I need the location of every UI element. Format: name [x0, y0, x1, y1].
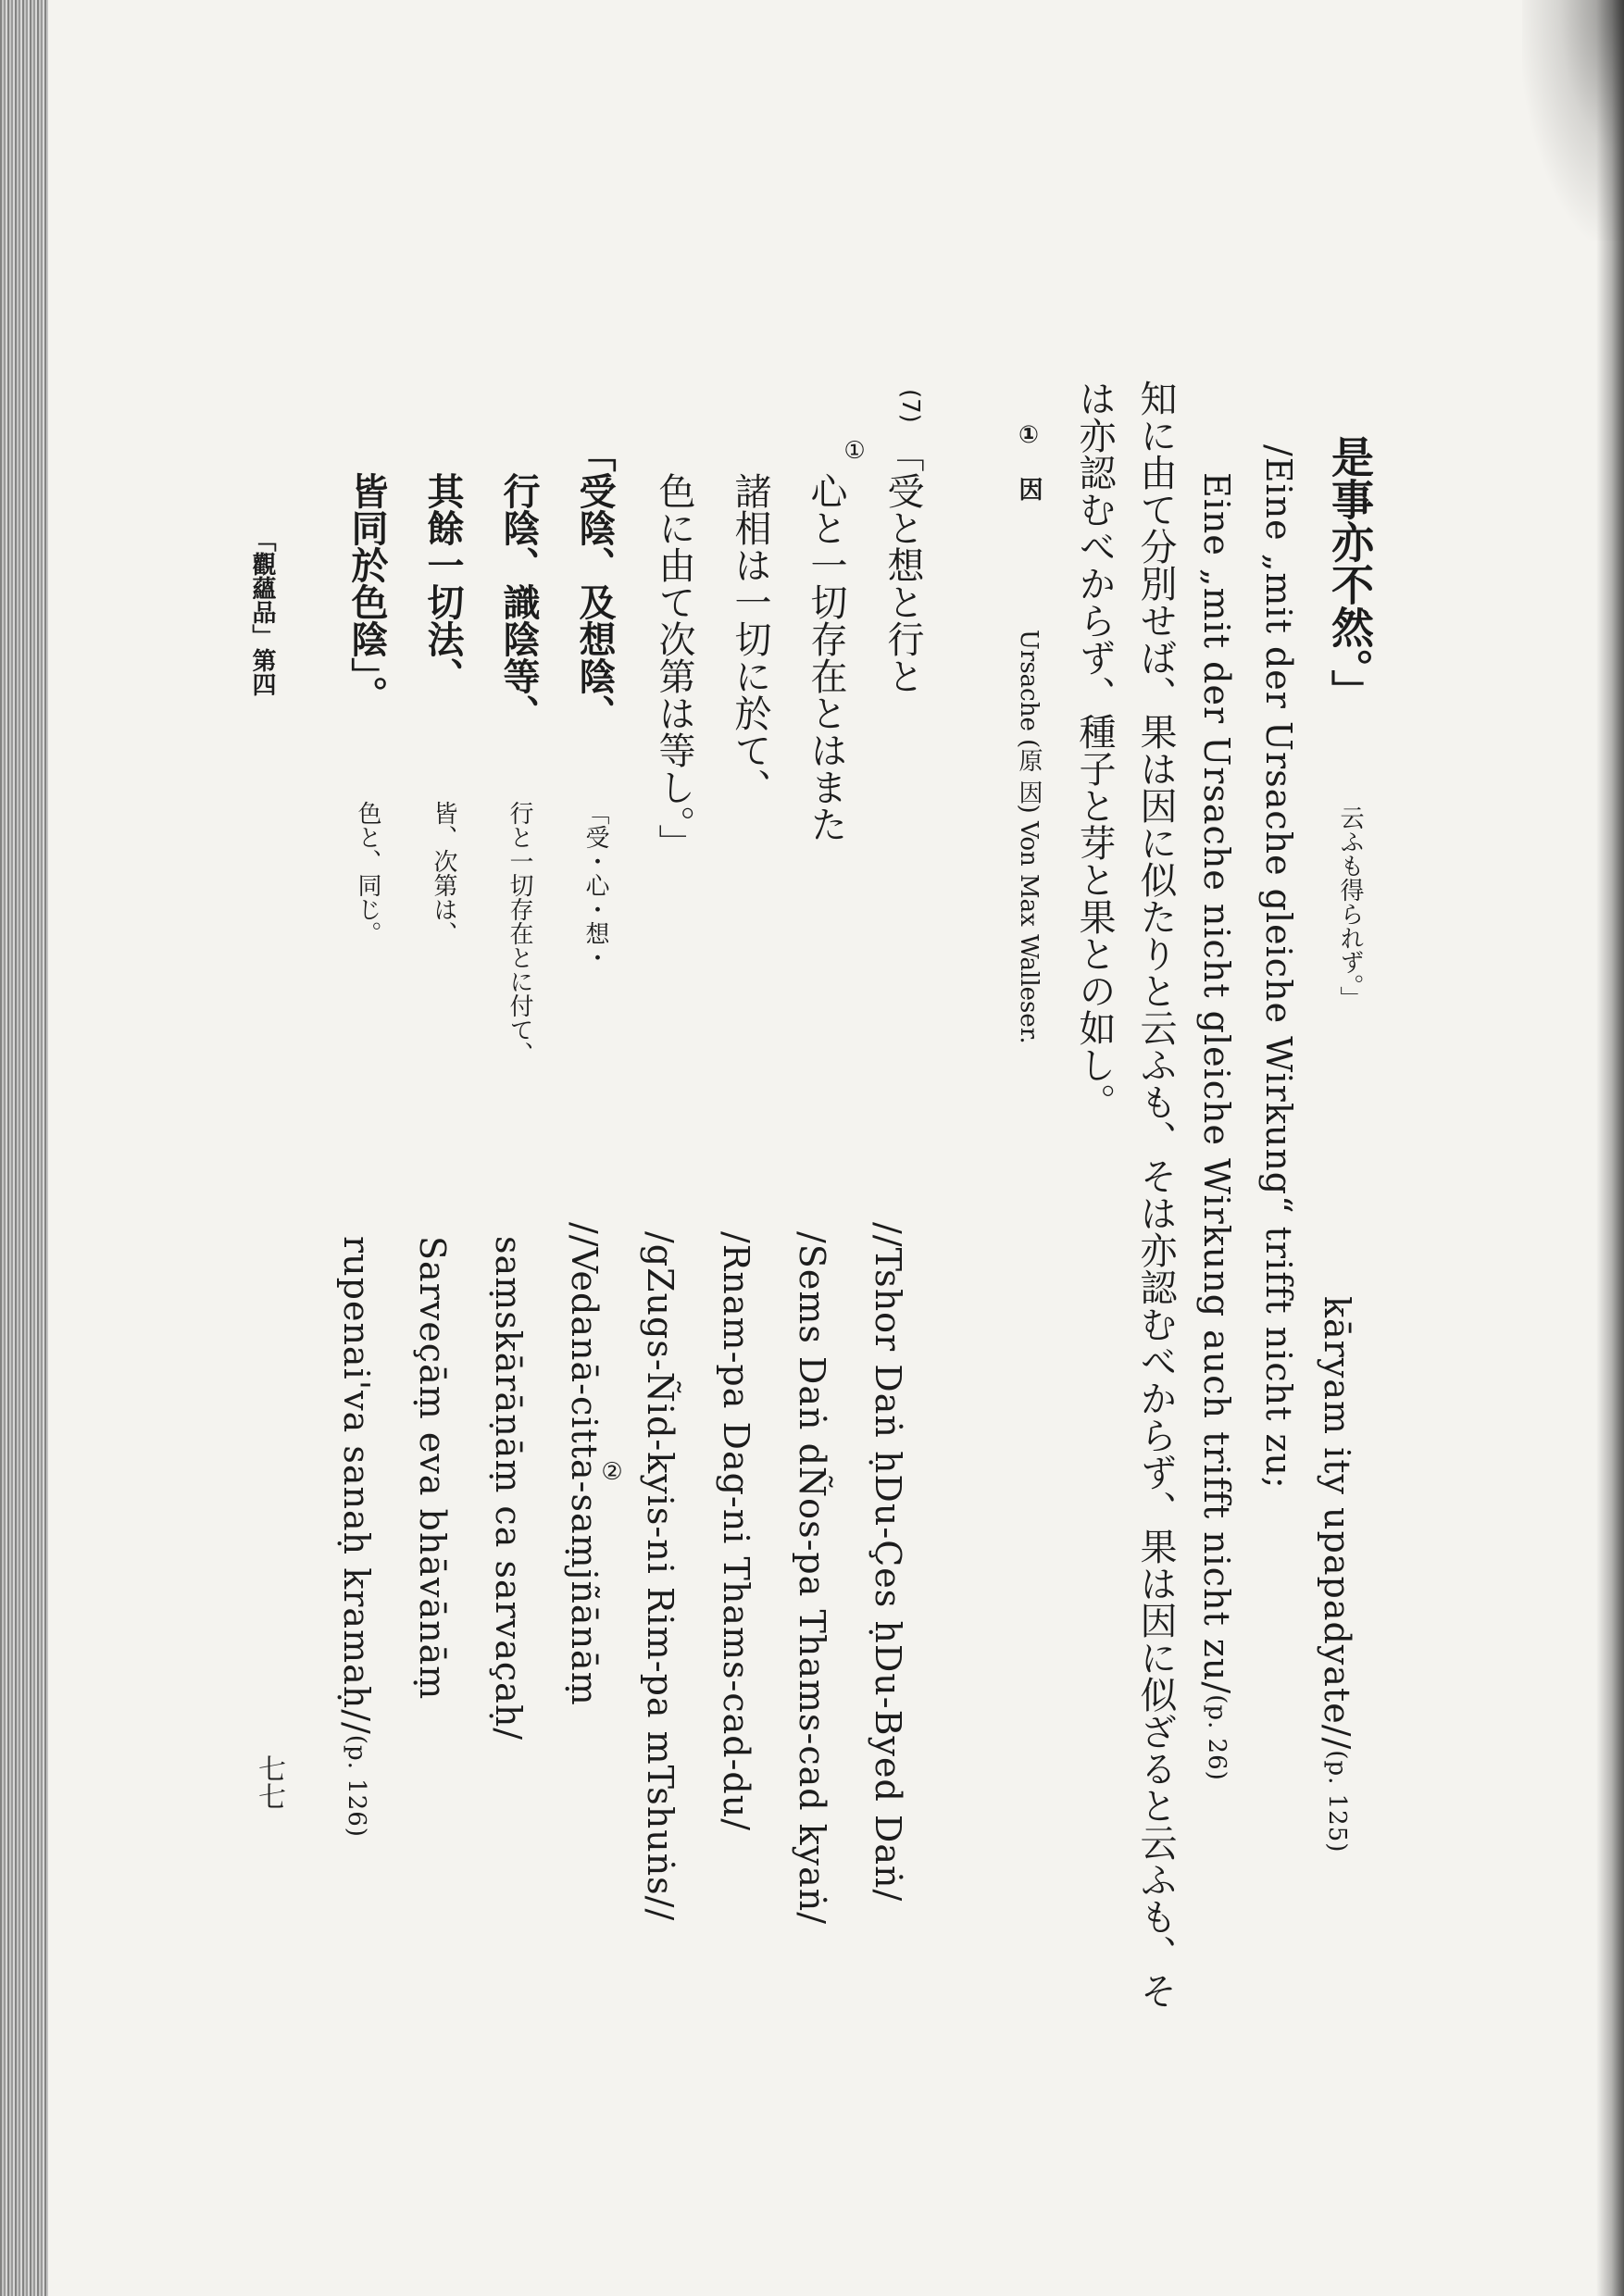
footnote-text: Ursache (原 因) Von Max Walleser.	[1015, 630, 1043, 1044]
verse-number: (7)	[896, 389, 924, 423]
sanskrit-line: kāryam ity upapadyate//(p. 125)	[1317, 1296, 1357, 1853]
sanskrit-mark: ②	[598, 1458, 626, 1486]
verse-jp-1: 「受と想と行と	[881, 435, 924, 694]
chinese-verse-3-note: 皆、次第は、	[430, 801, 457, 945]
chinese-verse-3: 其餘一切法、	[421, 472, 464, 694]
footnote-mark: ①	[1015, 421, 1043, 449]
tibetan-line-4: /gZugs-Ñid-kyis-ni Rim-pa mTshuṅs//	[640, 1231, 681, 1922]
page-number: 七七	[253, 1754, 285, 1810]
book-binding-shadow	[0, 0, 48, 2296]
tibetan-line-3: /Rnam-pa Dag-ni Thams-cad-du/	[716, 1231, 756, 1832]
sanskrit-verse-1: //Vedanā-citta-saṃjñānāṃ	[564, 1222, 605, 1706]
corner-shadow	[1522, 0, 1624, 241]
verse-note: 云ふも得られず。」	[1336, 805, 1364, 1010]
commentary-line-1: 知に由て分別せば、果は因に似たりと云ふも、そは亦認むべからず、果は因に似ざると云ふも、そ	[1134, 380, 1177, 2009]
chinese-verse-1-note: 「受・心・想・	[581, 801, 609, 969]
commentary-line-2: は亦認むべからず、種子と芽と果との如し。	[1073, 380, 1116, 1120]
tibetan-line-2: /Sems Daṅ dÑos-pa Thams-cad kyaṅ/	[792, 1231, 832, 1926]
sanskrit-verse-3: Sarveçāṃ eva bhāvānāṃ	[412, 1236, 453, 1701]
german-translation-2: Eine „mit der Ursache nicht gleiche Wirkung auch trifft nicht zu/(p. 26)	[1196, 472, 1237, 1781]
verse-line-jp: 是事亦不然。」	[1325, 435, 1375, 712]
page-edge-shadow	[1596, 0, 1624, 2296]
verse-jp-2-mark: ①	[841, 437, 868, 465]
sanskrit-verse-2: saṃskārāṇāṃ ca sarvaçaḥ/	[488, 1236, 529, 1741]
verse-jp-2: 心と一切存在とはまた	[805, 472, 847, 842]
chinese-verse-2: 行陰、識陰等、	[497, 472, 540, 731]
verse-jp-3: 諸相は一切に於て、	[729, 472, 771, 805]
chinese-verse-4-note: 色と、同じ。	[354, 801, 381, 945]
running-title: 「觀蘊品」第四	[248, 528, 276, 696]
sanskrit-verse-4: rupenai'va sanaḥ kramaḥ//(p. 126)	[336, 1236, 377, 1838]
german-translation-1: /Eine „mit der Ursache gleiche Wirkung“ trifft nicht zu;	[1258, 444, 1299, 1490]
footnote-key: 因	[1015, 477, 1043, 501]
chinese-verse-1: 「受陰、及想陰、	[573, 435, 616, 731]
chinese-verse-2-note: 行と一切存在とに付て、	[506, 801, 533, 1066]
chinese-verse-4: 皆同於色陰」。	[345, 472, 388, 713]
tibetan-line-1: //Tshor Daṅ ḥDu-Çes ḥDu-Byed Daṅ/	[868, 1222, 908, 1903]
verse-jp-4: 色に由て次第は等し。」	[653, 472, 695, 861]
